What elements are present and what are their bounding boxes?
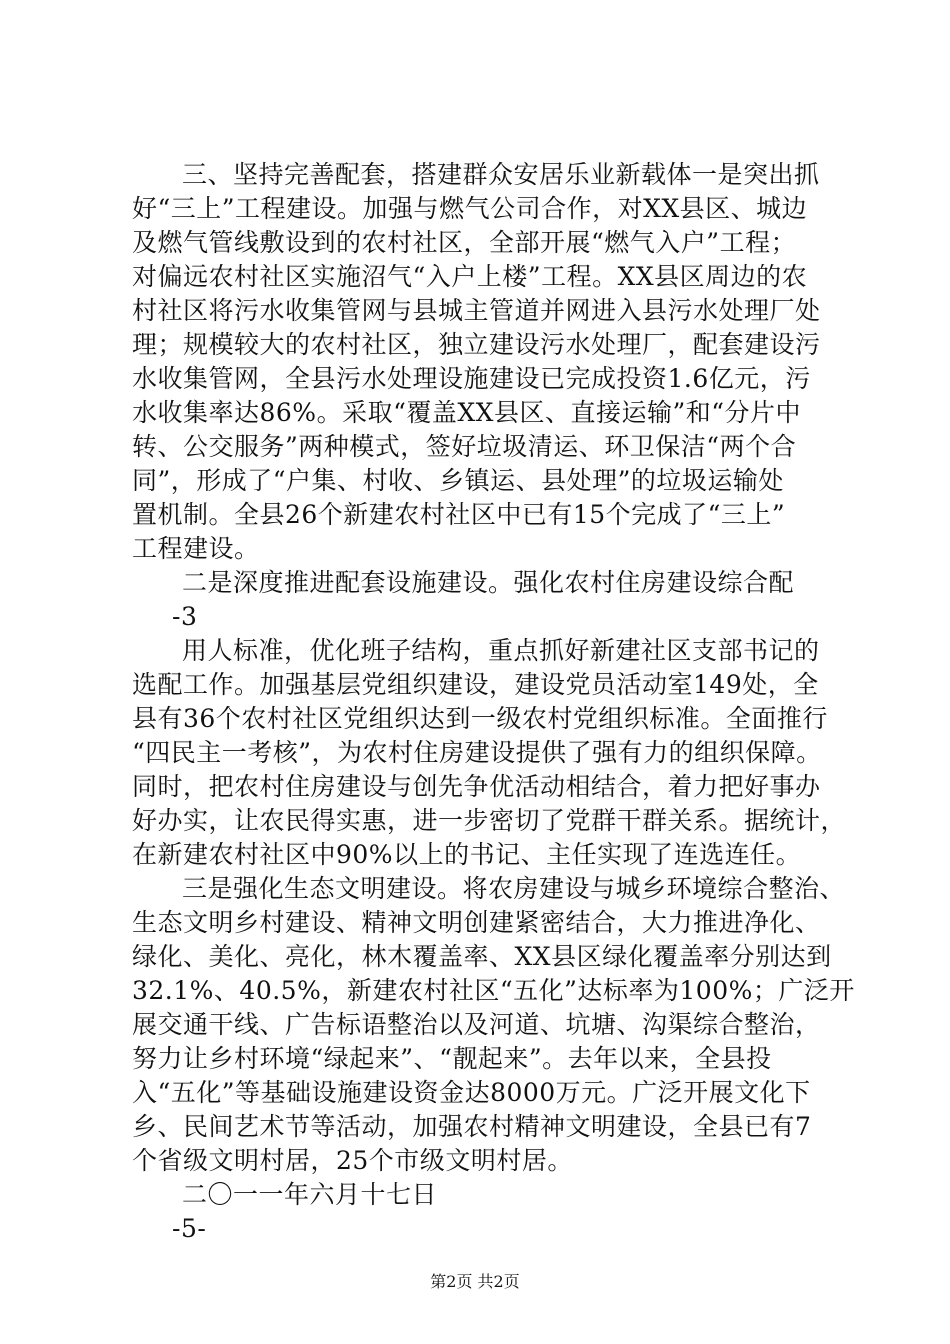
date-line: 二〇一一年六月十七日 <box>182 1180 438 1209</box>
paragraph-line: 工程建设。 <box>132 534 260 563</box>
paragraph-line: 三是强化生态文明建设。将农房建设与城乡环境综合整治、 <box>182 874 846 903</box>
paragraph-line: 及燃气管线敷设到的农村社区，全部开展“燃气入户”工程； <box>132 228 797 257</box>
page-footer: 第2页 共2页 <box>430 1272 520 1291</box>
paragraph-line: 理；规模较大的农村社区，独立建设污水处理厂，配套建设污 <box>132 330 821 359</box>
paragraph-line: 展交通干线、广告标语整治以及河道、坑塘、沟渠综合整治， <box>132 1010 821 1039</box>
paragraph-line: 好办实，让农民得实惠，进一步密切了党群干群关系。据统计， <box>132 806 847 835</box>
paragraph-line: 生态文明乡村建设、精神文明创建紧密结合，大力推进净化、 <box>132 908 821 937</box>
paragraph-line: 入“五化”等基础设施建设资金达8000万元。广泛开展文化下 <box>132 1078 811 1107</box>
page-marker: -5- <box>172 1214 207 1243</box>
paragraph-line: 置机制。全县26个新建农村社区中已有15个完成了“三上” <box>132 500 786 529</box>
paragraph-line: 三、坚持完善配套，搭建群众安居乐业新载体一是突出抓 <box>182 160 820 189</box>
paragraph-line: 32.1%、40.5%，新建农村社区“五化”达标率为100%；广泛开 <box>132 976 855 1005</box>
paragraph-line: 村社区将污水收集管网与县城主管道并网进入县污水处理厂处 <box>132 296 821 325</box>
paragraph-line: 好“三上”工程建设。加强与燃气公司合作，对XX县区、城边 <box>132 194 808 223</box>
paragraph-line: 转、公交服务”两种模式，签好垃圾清运、环卫保洁“两个合 <box>132 432 797 461</box>
paragraph-line: 用人标准，优化班子结构，重点抓好新建社区支部书记的 <box>182 636 820 665</box>
paragraph-line: 乡、民间艺术节等活动，加强农村精神文明建设，全县已有7 <box>132 1112 812 1141</box>
paragraph-line: 个省级文明村居，25个市级文明村居。 <box>132 1146 573 1175</box>
paragraph-line: 在新建农村社区中90%以上的书记、主任实现了连选连任。 <box>132 840 802 869</box>
paragraph-line: 水收集管网，全县污水处理设施建设已完成投资1.6亿元，污 <box>132 364 811 393</box>
page-marker: -3 <box>172 602 198 631</box>
paragraph-line: “四民主一考核”，为农村住房建设提供了强有力的组织保障。 <box>132 738 822 767</box>
paragraph-line: 县有36个农村社区党组织达到一级农村党组织标准。全面推行 <box>132 704 828 733</box>
paragraph-line: 对偏远农村社区实施沼气“入户上楼”工程。XX县区周边的农 <box>132 262 808 291</box>
paragraph-line: 水收集率达86%。采取“覆盖XX县区、直接运输”和“分片中 <box>132 398 802 427</box>
paragraph-line: 同”，形成了“户集、村收、乡镇运、县处理”的垃圾运输处 <box>132 466 784 495</box>
paragraph-line: 努力让乡村环境“绿起来”、“靓起来”。去年以来，全县投 <box>132 1044 772 1073</box>
paragraph-line: 绿化、美化、亮化，林木覆盖率、XX县区绿化覆盖率分别达到 <box>132 942 832 971</box>
paragraph-line: 二是深度推进配套设施建设。强化农村住房建设综合配 <box>182 568 795 597</box>
paragraph-line: 同时，把农村住房建设与创先争优活动相结合，着力把好事办 <box>132 772 821 801</box>
document-body <box>132 158 855 1246</box>
paragraph-line: 选配工作。加强基层党组织建设，建设党员活动室149处，全 <box>132 670 819 699</box>
